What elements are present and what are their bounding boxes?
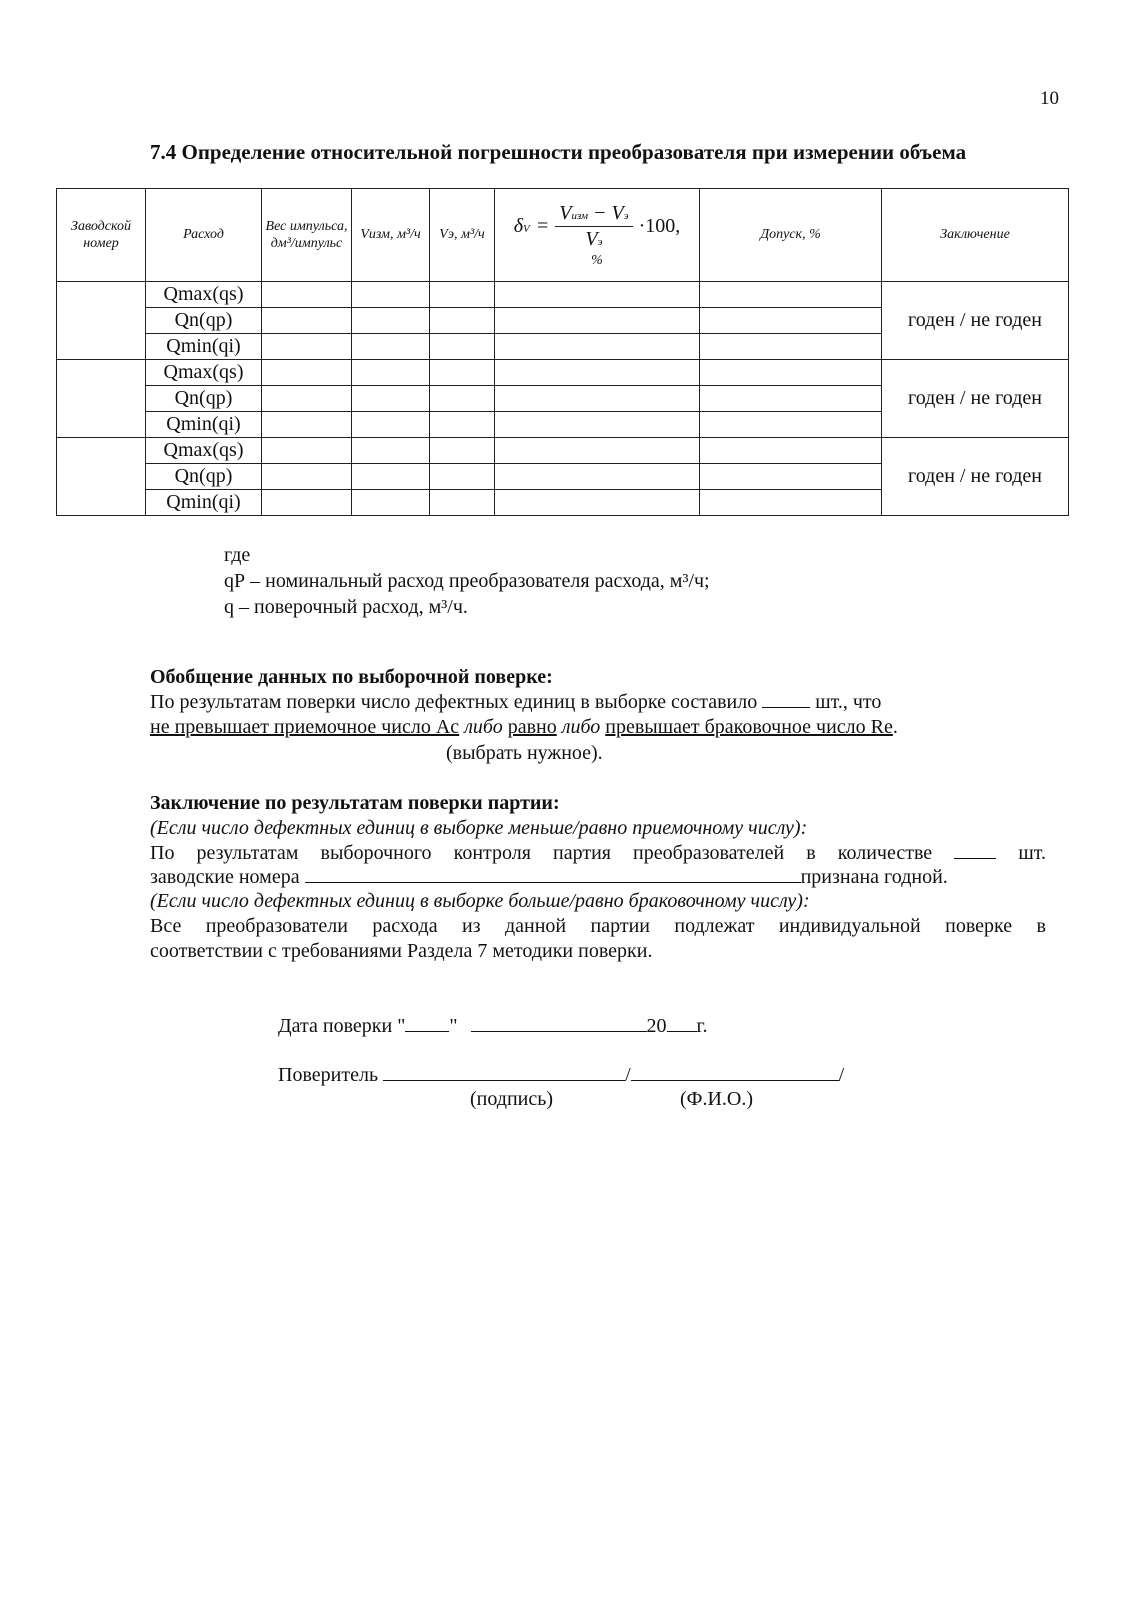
summary-heading: Обобщение данных по выборочной поверке: (150, 666, 553, 688)
choose-note: (выбрать нужное). (446, 742, 603, 764)
day-blank[interactable] (405, 1013, 449, 1032)
conclusion-cell: годен / не годен (882, 438, 1069, 516)
conclusion-line-3: Все преобразователи расхода из данной партии подлежат индивидуальной поверке в (150, 915, 1046, 937)
formula-fraction: $\frac{\text{Vизм − Vэ}}{Vэ}$ (555, 201, 632, 252)
flow-rate-cell: Qn(qp) (146, 386, 262, 412)
header-conclusion: Заключение (882, 189, 1069, 282)
conclusion-line-4: соответствии с требованиями Раздела 7 методики поверки. (150, 940, 653, 962)
flow-rate-cell: Qmin(qi) (146, 490, 262, 516)
conclusion-cell: годен / не годен (882, 282, 1069, 360)
year-blank[interactable] (667, 1013, 697, 1032)
header-pulse-weight: Вес импульса, дм³/импульс (262, 189, 352, 282)
conclusion-case-1: (Если число дефектных единиц в выборке меньше/равно приемочному числу): (150, 817, 808, 839)
option-not-exceeds[interactable]: не превышает приемочное число Ac (150, 716, 460, 738)
serial-cell[interactable] (57, 282, 146, 360)
legend-where: где (224, 544, 251, 566)
legend-q: q – поверочный расход, м³/ч. (224, 596, 468, 618)
conclusion-case-2: (Если число дефектных единиц в выборке больше/равно браковочному числу): (150, 890, 810, 912)
flow-rate-cell: Qn(qp) (146, 308, 262, 334)
section-title: 7.4 Определение относительной погрешности преобразователя при измерении объема (150, 140, 967, 164)
serial-cell[interactable] (57, 360, 146, 438)
table-row (57, 438, 1069, 464)
table-row (57, 282, 1069, 308)
conclusion-heading: Заключение по результатам поверки партии: (150, 792, 560, 814)
flow-rate-cell: Qmin(qi) (146, 412, 262, 438)
flow-rate-cell: Qmax(qs) (146, 438, 262, 464)
verifier-line: Поверитель / / (278, 1064, 845, 1086)
name-caption: (Ф.И.О.) (680, 1088, 754, 1110)
serial-cell[interactable] (57, 438, 146, 516)
flow-rate-cell: Qmin(qi) (146, 334, 262, 360)
flow-rate-cell: Qmax(qs) (146, 360, 262, 386)
legend-qp: qР – номинальный расход преобразователя расхода, м³/ч; (224, 570, 710, 592)
formula-unit: % (591, 252, 603, 268)
summary-options: не превышает приемочное число Ac либо равно либо превышает браковочное число Re. (150, 716, 898, 738)
header-v-meas: Vизм, м³/ч (352, 189, 430, 282)
serial-numbers-blank[interactable] (305, 864, 801, 883)
quantity-blank[interactable] (954, 840, 996, 859)
page-number: 10 (1040, 88, 1059, 109)
option-exceeds[interactable]: превышает браковочное число Re (605, 716, 893, 738)
summary-line-1: По результатам поверки число дефектных единиц в выборке составило шт., что (150, 691, 882, 713)
date-line: Дата поверки " " 20 г. (278, 1015, 708, 1037)
table-row (57, 360, 1069, 386)
header-tolerance: Допуск, % (700, 189, 882, 282)
error-formula: δV = $\frac{\text{Vизм − Vэ}}{Vэ}$ ·100, (513, 201, 681, 250)
defect-count-blank[interactable] (762, 689, 810, 708)
conclusion-line-2: заводские номера признана годной. (150, 866, 948, 888)
signature-caption: (подпись) (470, 1088, 554, 1110)
flow-rate-cell: Qmax(qs) (146, 282, 262, 308)
header-flow: Расход (146, 189, 262, 282)
signature-blank[interactable] (383, 1062, 625, 1081)
name-blank[interactable] (631, 1062, 839, 1081)
flow-rate-cell: Qn(qp) (146, 464, 262, 490)
conclusion-cell: годен / не годен (882, 360, 1069, 438)
header-formula (495, 189, 700, 282)
conclusion-line-1: По результатам выборочного контроля партия преобразователей в количестве шт. (150, 842, 1047, 864)
header-serial: Заводской номер (57, 189, 146, 282)
results-table (56, 188, 1069, 516)
month-blank[interactable] (471, 1013, 647, 1032)
option-equal[interactable]: равно (507, 716, 557, 738)
header-v-ref: Vэ, м³/ч (430, 189, 495, 282)
